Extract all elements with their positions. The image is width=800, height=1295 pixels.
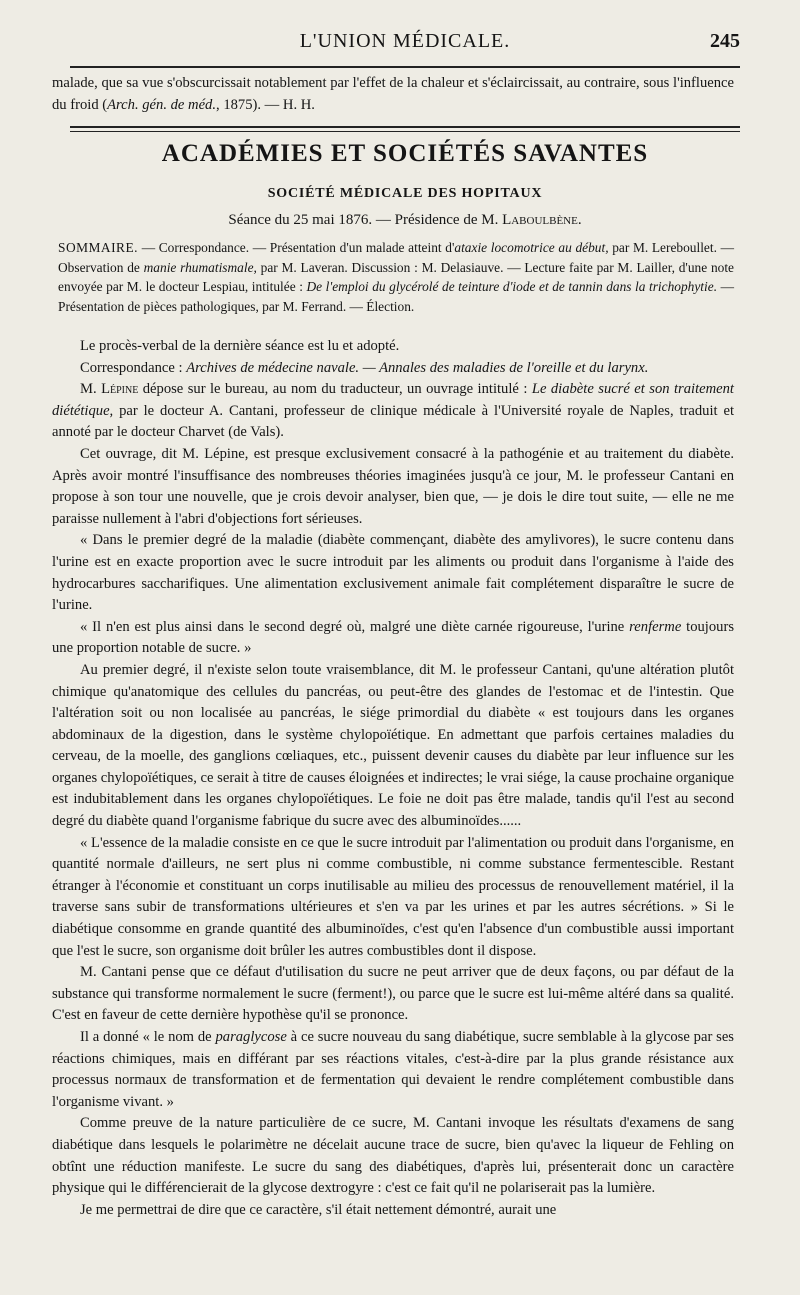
paragraph: Comme preuve de la nature particulière de ce sucre, M. Cantani invoque les résultats d'examens de sang diabétique dans lesquels le polarimètre ne décelait aucune trace de sucre, bien qu'avec la liqueur de Fehling on obtînt une réduction manifeste. Le sucre du sang des diabétiques, d'après lui, présenterait donc un caractère physique qui le différencierait de la glycose dextrogyre : c'est ce fait qu'il ne polariserait pas la lumière. (52, 1115, 734, 1197)
continuation-text (52, 73, 734, 116)
paragraph: « L'essence de la maladie consiste en ce que le sucre introduit par l'alimentation ou produit dans l'organisme, en quantité normale d'ailleurs, ne sert plus ni comme combustible, ni comme substance fermentescible. Restant étranger à l'économie et constituant un corps inutilisable au milieu des processus de renouvellement matériel, il la traverse sans subir de transformations ultérieures et s'en va par les urines et par les autres sécrétions. » Si le diabétique consomme en grande quantité des albuminoïdes, c'est qu'en l'absence d'un combustible aussi important que l'est le sucre, son organisme doit brûler les autres combustibles dont il dispose. (52, 834, 734, 959)
continuation-paragraph: malade, que sa vue s'obscurcissait notablement par l'effet de la chaleur et s'éclaircissait, au contraire, sous l'influence du froid (Arch. gén. de méd., 1875). — H. H. (52, 75, 734, 113)
president-name: Laboulbène. (502, 212, 582, 228)
paragraph: Je me permettrai de dire que ce caractère, s'il était nettement démontré, aurait une (80, 1201, 557, 1218)
paragraph: « Il n'en est plus ainsi dans le second degré où, malgré une diète carnée rigoureuse, l'urine renferme toujours une proportion notable de sucre. » (52, 618, 734, 657)
article-body (52, 336, 734, 1221)
paragraph-correspondence: Correspondance : Archives de médecine navale. — Annales des maladies de l'oreille et du larynx. (80, 359, 649, 376)
society-title: SOCIÉTÉ MÉDICALE DES HOPITAUX (267, 186, 543, 201)
paragraph-minutes: Le procès-verbal de la dernière séance est lu et adopté. (80, 338, 400, 354)
header-rule (70, 66, 740, 68)
summary-label: SOMMAIRE. (58, 240, 139, 255)
session-line: Séance du 25 mai 1876. — Présidence de M. Laboulbène. (228, 212, 582, 228)
page-header (70, 30, 740, 60)
section-rule-bottom (70, 131, 740, 132)
paragraph: Il a donné « le nom de paraglycose à ce sucre nouveau du sang diabétique, sucre semblable à la glycose par ses réactions chimiques, mais en différant par ses réactions vitales, c'est-à-dire par la plus grande résistance aux processus normaux de transformation et de fermentation qui devaient le rendre complétement combustible dans l'organisme vivant. » (52, 1029, 734, 1110)
section-rule-top (70, 126, 740, 128)
paragraph: Au premier degré, il n'existe selon toute vraisemblance, dit M. le professeur Cantani, qu'une altération plutôt chimique qu'anatomique des cellules du pancréas, ou peut-être des glandes de l'estomac et de l'intestin. Que l'altération soit ou non localisée au pancréas, le siége primordial du diabète « est toujours dans les organes abdominaux de la digestion, dans le système chylopoïétique. En admettant que parfois certaines maladies du cerveau, de la moelle, des ganglions cœliaques, etc., puissent devenir causes du diabète par leur influence sur les organes chylopoïétiques, ce serait à titre de causes éloignées et indirectes; le vrai siége, la cause prochaine organique est indubitablement dans les organes chylopoïétiques. Le foie ne doit pas être malade, tandis qu'il l'est au second degré du diabète quand l'organisme fabrique du sucre avec des albuminoïdes...... (52, 661, 734, 830)
paragraph: Cet ouvrage, dit M. Lépine, est presque exclusivement consacré à la pathogénie et au traitement du diabète. Après avoir montré l'insuffisance des nombreuses théories imaginées jusqu'à ce jour, M. le professeur Cantani en propose à son tour une nouvelle, que je crois devoir analyser, bien que, — je dois le dire tout suite, — elle ne me paraisse nullement à l'abri d'objections fort sérieuses. (52, 445, 734, 527)
paragraph: « Dans le premier degré de la maladie (diabète commençant, diabète des amylivores), le sucre contenu dans l'urine est en exacte proportion avec le sucre introduit par les aliments ou produit dans l'organisme à l'aide des hydrocarbures saccharifiques. Une alimentation exclusivement animale fait complétement disparaître le sucre de l'urine. (52, 532, 734, 614)
summary: SOMMAIRE. — Correspondance. — Présentation d'un malade atteint d'ataxie locomotrice au début, par M. Lereboullet. — Observation de manie rhumatismale, par M. Laveran. Discussion : M. Delasiauve. — Lecture faite par M. Lailler, d'une note envoyée par M. le docteur Lespiau, intitulée : De l'emploi du glycérolé de teinture d'iode et de tannin dans la trichophytie. — Présentation de pièces pathologiques, par M. Ferrand. — Élection. (58, 240, 734, 314)
paragraph: M. Cantani pense que ce défaut d'utilisation du sucre ne peut arriver que de deux façons, ou par défaut de la substance qui transforme normalement le sucre (ferment!), ou parce que le sucre est lui-même altéré dans sa qualité. C'est en faveur de cette dernière hypothèse qu'il se prononce. (52, 964, 734, 1024)
running-title: L'UNION MÉDICALE. (299, 30, 511, 52)
paragraph-lepine: M. Lépine dépose sur le bureau, au nom du traducteur, un ouvrage intitulé : Le diabète sucré et son traitement diététique, par le docteur A. Cantani, professeur de clinique médicale à l'Université royale de Naples, traduit et annoté par le docteur Charvet (de Vals). (52, 381, 734, 441)
section-title: ACADÉMIES ET SOCIÉTÉS SAVANTES (161, 140, 649, 167)
page-number: 245 (710, 30, 740, 52)
